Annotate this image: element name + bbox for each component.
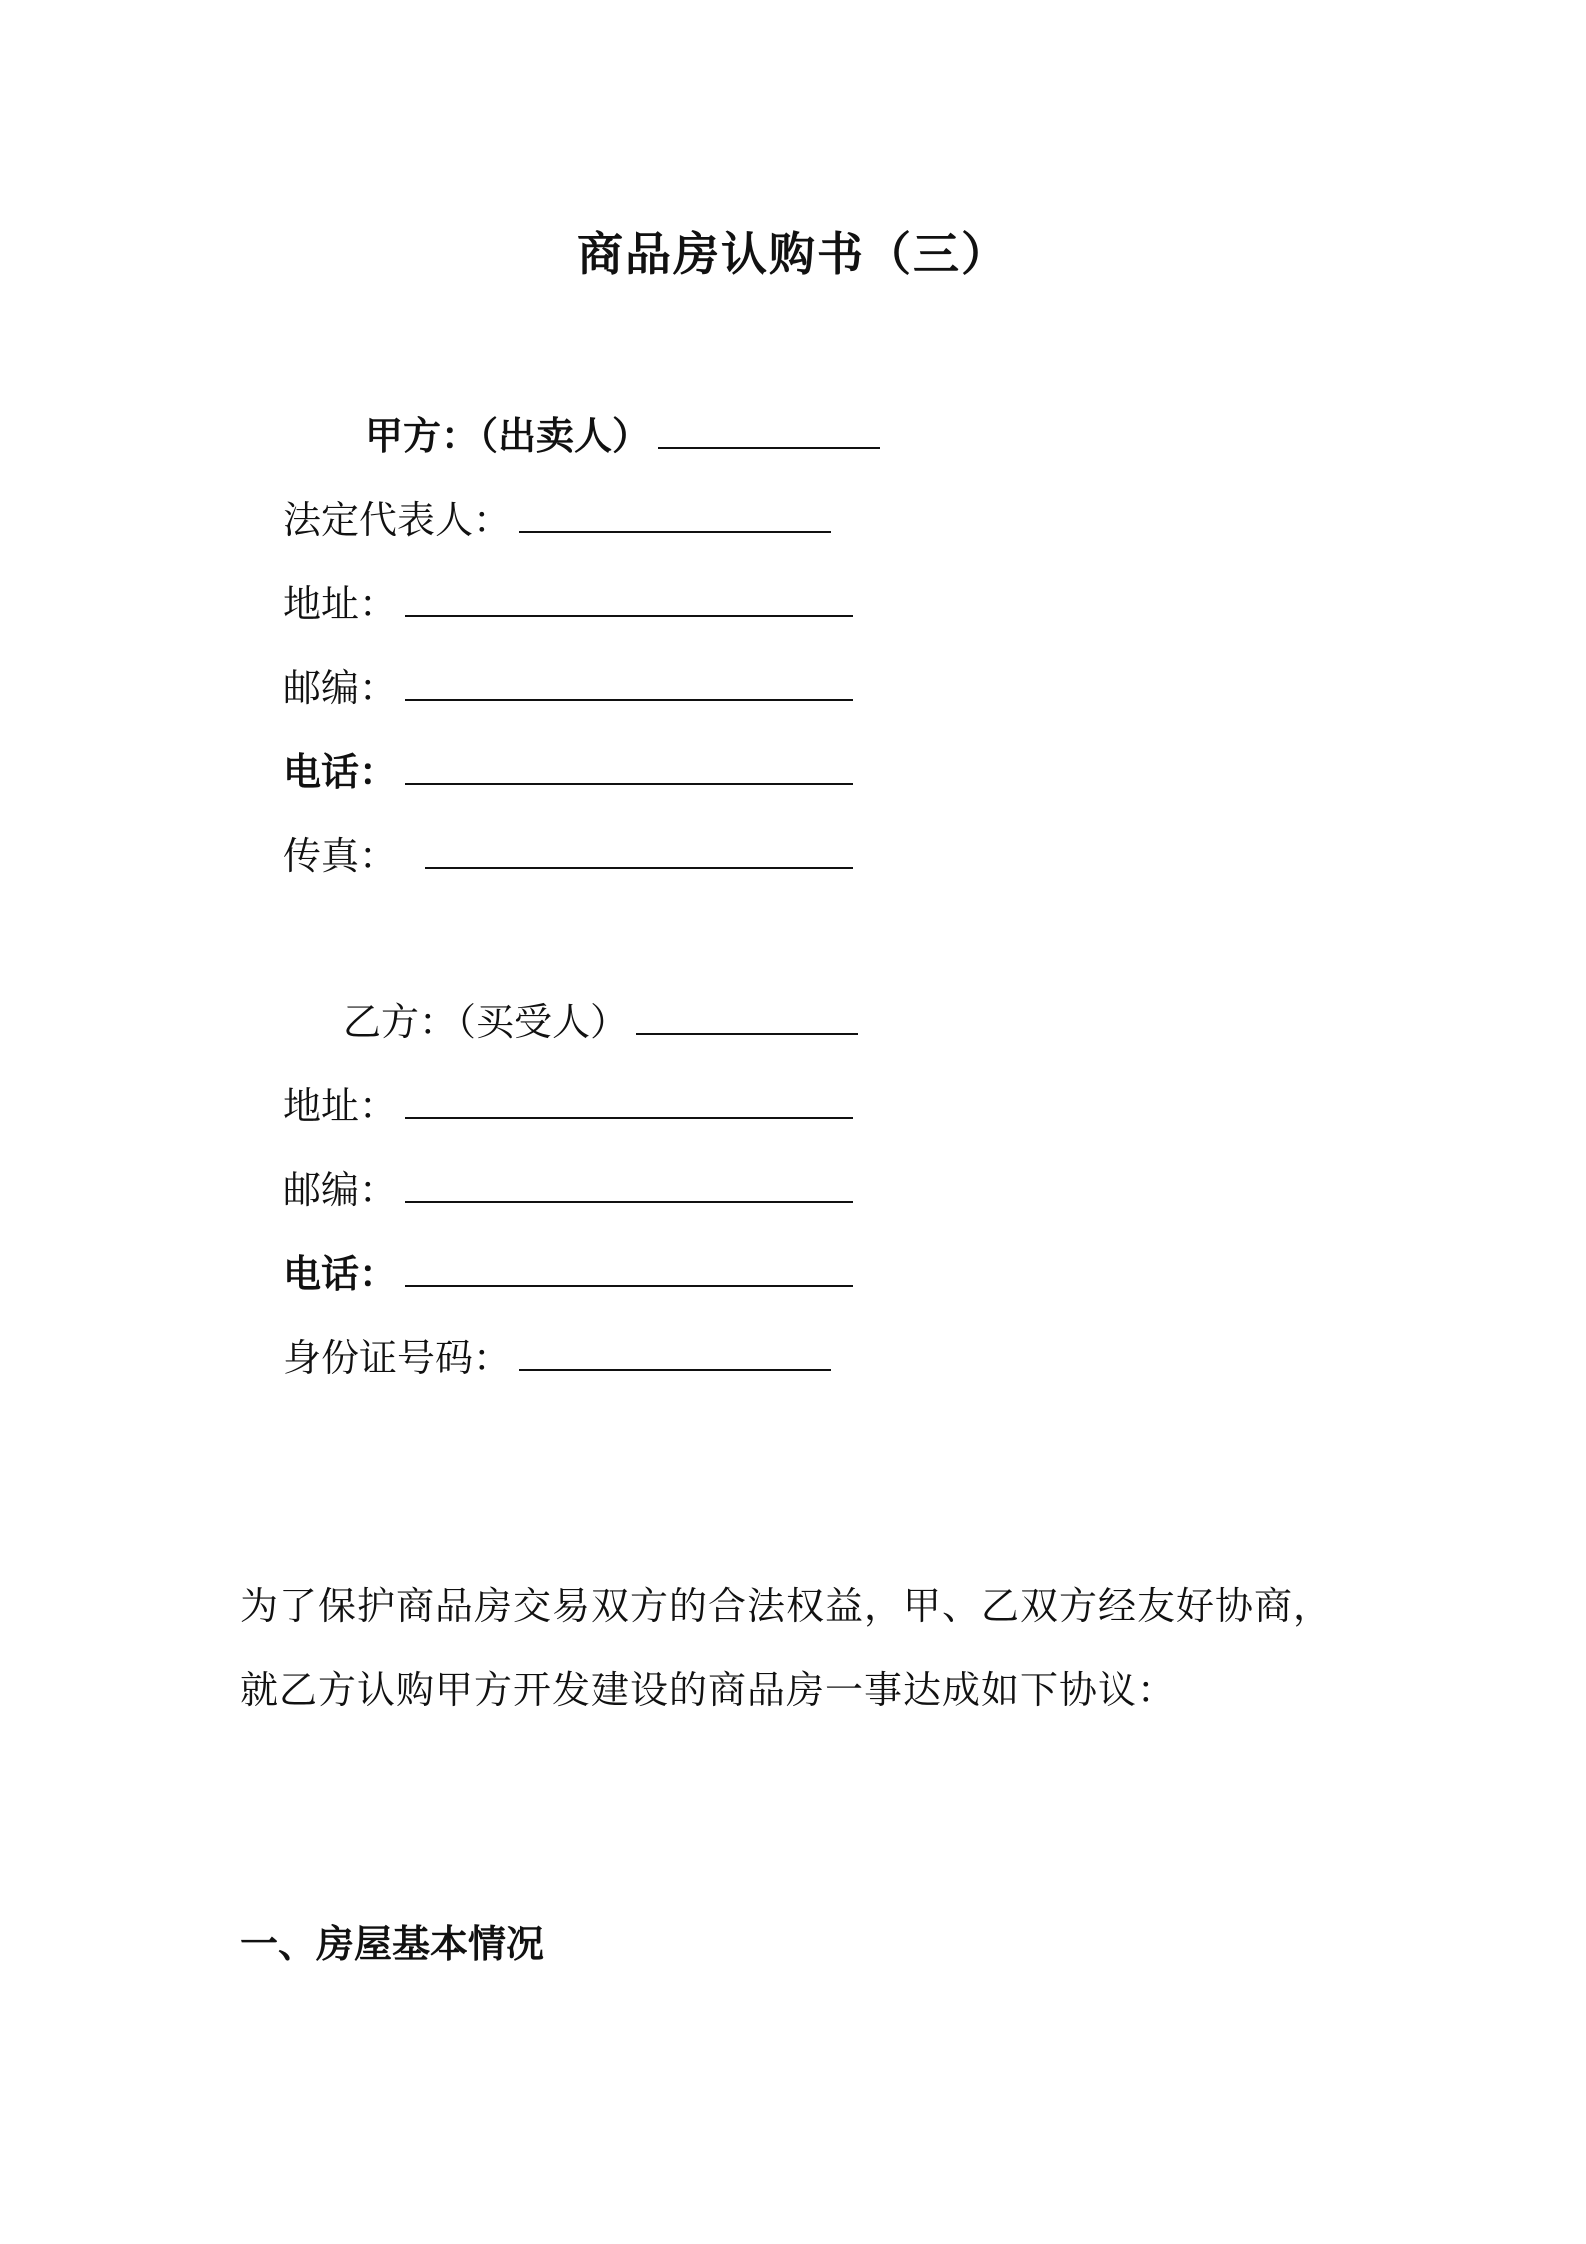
party-b-address-label: 地址： [283,1084,398,1128]
party-a-field-row [283,748,853,796]
party-a-postcode-label: 邮编： [283,666,398,710]
party-b-phone-blank [405,1255,853,1287]
party-b-id-blank [519,1339,831,1371]
party-b-address-blank [405,1087,853,1119]
party-a-fax-label: 传真： [283,834,398,878]
party-b-field-row [283,1334,831,1382]
intro-line-2: 就乙方认购甲方开发建设的商品房一事达成如下协议： [240,1668,1177,1712]
party-a-representative-blank [519,501,831,533]
party-a-field-row [283,664,853,712]
party-b-field-row [283,1166,853,1214]
party-a-field-row [283,832,853,880]
party-b-id-label: 身份证号码： [283,1336,512,1380]
party-b-heading-row [343,998,858,1046]
party-a-name-blank [658,417,880,449]
party-a-field-row [283,580,853,628]
party-a-representative-label: 法定代表人： [283,498,512,542]
party-a-heading-row [365,412,880,460]
party-a-address-blank [405,585,853,617]
party-b-field-row [283,1082,853,1130]
party-b-postcode-blank [405,1171,853,1203]
party-b-phone-label: 电话： [283,1252,398,1296]
document-title: 商品房认购书（三） [577,227,1009,281]
party-a-phone-blank [405,753,853,785]
party-b-heading: 乙方：（买受人） [343,1000,629,1044]
party-b-name-blank [636,1003,858,1035]
party-a-phone-label: 电话： [283,750,398,794]
party-a-field-row [283,496,831,544]
party-b-postcode-label: 邮编： [283,1168,398,1212]
party-b-field-row [283,1250,853,1298]
party-a-address-label: 地址： [283,582,398,626]
party-a-postcode-blank [405,669,853,701]
party-a-heading: 甲方：（出卖人） [365,414,651,458]
party-a-fax-blank [425,837,853,869]
section-1-heading: 一、房屋基本情况 [240,1922,545,1966]
intro-line-1: 为了保护商品房交易双方的合法权益，甲、乙双方经友好协商， [240,1584,1333,1628]
